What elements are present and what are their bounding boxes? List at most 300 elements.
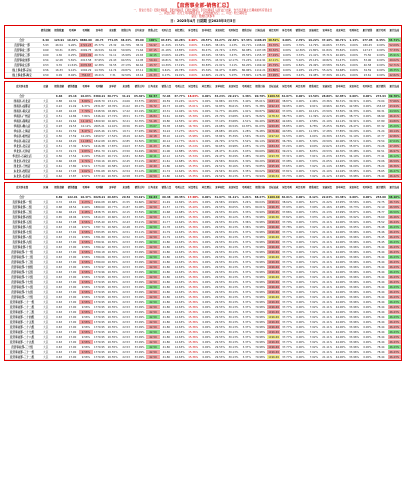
column-header[interactable]: 销售数量 [67,85,78,89]
column-header[interactable]: 同比毛利 [268,29,279,33]
table-cell: 33.07% [134,175,145,179]
table-cell: 41.68 [162,211,171,215]
table-cell: 0.00% [296,206,305,210]
table-cell: 25.34% [201,69,212,73]
column-header[interactable]: 直营事业部 [16,186,28,190]
table-cell: 34.10% [349,155,359,159]
table-cell: 1781.68 [93,170,105,174]
table-cell: 3.40% [242,100,251,104]
table-cell: 大区 [43,150,49,154]
table-cell: 1779.95 [93,346,105,350]
table-cell: 大区 [43,291,49,295]
table-cell: 1112.21 [254,69,266,73]
table-cell: 22.53 [122,321,130,325]
table-cell: 46.43% [389,321,400,325]
table-cell: 1201.51 [268,150,279,154]
table-cell: 78.45 [377,241,385,245]
table-cell: 14.86 [68,115,77,119]
column-header[interactable]: 毛利环比 [349,29,359,33]
table-cell: 42.59 [146,270,159,274]
table-cell: 9.58% [79,280,92,284]
table-cell: 0.00% [202,206,211,210]
table-cell: 29.53% [215,291,225,295]
table-cell: 34.27% [214,39,226,43]
table-cell: 9.58% [81,256,91,260]
table-cell: 1109.54 [267,95,280,99]
table-cell: 0.00% [363,326,372,330]
table-cell: 0.00% [376,54,385,58]
table-cell: 大区 [43,241,49,245]
table-cell: 12.63% [174,356,185,360]
table-cell: 4.18% [296,69,305,73]
column-header[interactable]: 目标达成 [255,29,265,33]
table-cell: 大区 [43,311,49,315]
table-cell: 7.92% [309,346,318,350]
table-cell: 30.13% [228,251,239,255]
table-cell: 33.96% [349,301,359,305]
column-header[interactable]: 来客环比 [349,85,359,89]
column-header[interactable]: 来客数 [109,29,117,33]
column-header[interactable]: 累计达成 [389,85,400,89]
column-header[interactable]: 销售占比 [148,29,158,33]
table-cell: 30.13% [228,266,239,270]
table-cell: 20.53% [322,150,333,154]
table-cell: 15.25% [322,125,333,129]
table-cell: 79.98% [255,351,266,355]
column-header[interactable]: 毛利占比 [174,186,185,190]
table-cell: 0.22 [56,105,62,109]
column-header[interactable]: 累计毛利 [376,29,386,33]
table-row[interactable] [5,174,401,179]
table-cell: 0.00% [363,336,372,340]
table-cell: 80.02% [255,170,266,174]
table-cell: 78.60 [377,216,385,220]
column-header[interactable]: 毛利率 [82,186,90,190]
column-header[interactable]: 同比毛利 [282,85,292,89]
table-header [5,26,401,38]
table-cell: 41.80 [162,316,171,320]
table-cell: 大区 [43,351,49,355]
table-cell: 21.12% [322,216,333,220]
table-cell: 0.63 [56,291,62,295]
table-cell: 30.16% [228,165,239,169]
table-cell: 17.52% [107,135,118,139]
table-cell: 60.64 [135,64,144,68]
table-cell: 0.00% [349,49,359,53]
table-cell: 14.07% [188,100,199,104]
table-cell: 41.80 [162,281,171,285]
column-header[interactable]: 销售日均 [121,29,131,33]
column-header[interactable]: 来客同比 [228,85,239,89]
table-cell: 43.53 [146,99,159,103]
table-cell: 33.96% [349,356,359,360]
column-header[interactable]: 毛利额 [95,85,103,89]
column-header[interactable]: 毛利环比 [362,85,373,89]
table-cell: 46.41% [389,115,400,119]
table-cell: 0.00% [363,351,372,355]
column-header[interactable]: 客单同比 [201,29,212,33]
table-cell: 84.14% [255,140,266,144]
table-cell: 15.36% [188,336,199,340]
table-cell: 10.69% [174,115,185,119]
column-header[interactable]: 销售日均 [134,186,145,190]
table-cell: 0.00% [363,291,372,295]
table-cell: 42.59 [146,235,159,239]
table-cell: 46.43% [389,346,400,350]
table-cell: 0.00% [202,321,211,325]
table-cell: 86.96% [241,69,252,73]
table-cell: 33.09% [134,306,145,310]
table-cell: 21.80% [308,49,319,53]
column-header[interactable]: 环比增长 [201,186,212,190]
table-cell: 78.24 [377,165,385,169]
table-cell: 0.00% [202,286,211,290]
table-cell: 44.00% [335,236,346,240]
table-cell: 42.11% [268,59,279,63]
table-cell: 12.63% [174,351,185,355]
table-cell: 46.43% [389,261,400,265]
table-cell: 44.00% [335,251,346,255]
table-cell: 40.58 [363,64,372,68]
column-header[interactable]: 目标达成 [268,85,279,89]
table-cell: 46.36% [389,165,400,169]
table-cell: 41.49 [162,201,171,205]
table-row[interactable] [5,355,401,360]
table-cell: 35.82% [335,49,346,53]
table-cell: 33.96% [349,296,359,300]
table-cell: 1779.95 [93,336,105,340]
table-cell: 0.00% [188,39,198,43]
table-cell: 49.73 [162,105,171,109]
column-header[interactable]: 环比增长 [188,29,198,33]
column-header[interactable]: 客单环比 [335,186,346,190]
table-cell: 大区 [43,160,49,164]
table-cell: 29.53% [215,226,225,230]
column-header[interactable]: 环比增长 [201,85,212,89]
table-cell: 80.01% [255,206,266,210]
table-cell: 78.45 [377,236,385,240]
table-cell: 15.98% [188,135,199,139]
table-cell: 17.90 [68,321,77,325]
column-header[interactable]: 同比增长 [188,186,198,190]
table-cell: 21.11% [322,236,333,240]
column-header[interactable]: 来客同比 [215,29,225,33]
table-cell: 0.00% [296,135,305,139]
column-header[interactable]: 毛利环比 [362,186,373,190]
table-cell: 44.80% [389,120,400,124]
column-header[interactable]: 销售金额 [54,85,64,89]
table-row[interactable] [5,73,401,78]
table-cell: 0.63 [56,281,62,285]
table-cell: 0.00% [363,241,372,245]
table-cell: 21.11% [322,331,333,335]
column-header[interactable]: 毛利率 [68,29,77,33]
table-cell: 0.00% [296,311,305,315]
table-cell: 30.13% [228,306,239,310]
table-cell: 4.35% [229,49,238,53]
column-header[interactable]: 来客数 [122,85,130,89]
table-cell: 大区 [43,276,49,280]
table-cell: 42.87 [146,159,159,163]
table-cell: 0.00% [296,236,305,240]
column-header[interactable]: 销售金额 [54,186,64,190]
column-header[interactable]: 客单价 [109,186,117,190]
table-cell: 16.28% [174,54,185,58]
table-cell: 46.43% [389,306,400,310]
table-cell: 1773.20 [93,165,105,169]
summary-table-s3 [4,182,402,361]
column-header[interactable]: 销售目标 [255,186,265,190]
table-cell: 19.96% [322,105,333,109]
table-cell: 1196.69 [268,306,279,310]
column-header[interactable]: 同比增长 [188,85,198,89]
table-cell: 22.53 [122,281,130,285]
table-cell: 47.04% [389,140,400,144]
column-header[interactable]: 店铺 [43,85,49,89]
column-header[interactable]: 累计销售 [376,186,386,190]
table-cell: 22.48 [122,226,130,230]
table-cell: 37.10% [215,120,225,124]
table-cell: 42.59 [146,240,159,244]
table-cell: 0.00% [349,196,359,200]
column-header[interactable]: 日均来客 [134,29,145,33]
table-cell: 3.37% [242,251,251,255]
table-cell: 30.13% [228,321,239,325]
column-header[interactable]: 累计销售 [376,85,386,89]
table-cell: 9.91% [309,105,318,109]
table-cell: 9.56% [79,220,92,224]
table-cell: 大区 [43,321,49,325]
table-cell: 29.53% [215,321,225,325]
column-header[interactable]: 来客环比 [335,29,346,33]
table-cell: 3.37% [242,326,251,330]
table-cell: 24.06 [122,100,130,104]
table-cell: 1262.22 [268,110,279,114]
column-header[interactable]: 销售同比 [295,29,306,33]
column-header[interactable]: 销售目标 [242,29,252,33]
column-header[interactable]: 日均来客 [148,186,158,190]
table-cell: 7.92% [309,306,318,310]
column-header[interactable]: 毛利同比 [242,186,252,190]
table-cell: 22.33 [122,216,130,220]
table-cell: 22.53 [122,266,130,270]
column-header[interactable]: 客单环比 [335,85,346,89]
table-cell: 0.50 [56,135,62,139]
column-header[interactable]: 同比毛利 [282,186,292,190]
table-cell: 0.00% [363,226,372,230]
column-header[interactable]: 客单同比 [215,85,225,89]
column-header[interactable]: 销售占比 [161,186,172,190]
table-cell: 7.92% [309,286,318,290]
table-cell: 3.37% [242,301,251,305]
column-header[interactable]: 销售金额 [40,29,51,33]
table-cell: 34.30 [146,68,159,72]
column-header[interactable] [5,26,39,37]
table-cell: 29.54% [215,170,225,174]
table-cell: 9.74% [79,159,92,163]
table-cell: 21.18% [161,49,172,53]
column-header[interactable]: 累计销售 [362,29,373,33]
column-header[interactable]: 销售目标 [255,85,265,89]
table-cell: 22.58 [122,175,130,179]
table-cell: 20.52% [107,170,118,174]
table-cell: 21.11% [322,226,333,230]
column-header[interactable]: 日均来客 [148,85,158,89]
table-cell: 30.13% [228,331,239,335]
column-header[interactable]: 客单价 [95,29,103,33]
table-cell: 70.26 [377,145,385,149]
table-cell: 17.90 [68,286,77,290]
row-label: 直营事业部-二十三组 [9,311,35,315]
table-cell: 40.71% [335,39,347,43]
table-cell: 大区 [43,331,49,335]
table-cell: 30.29% [228,155,239,159]
table-cell: 20.68% [107,201,118,205]
table-cell: 32.91% [349,120,359,124]
table-cell: 21.11% [322,241,333,245]
table-cell: 21.11% [322,351,333,355]
column-header[interactable]: 来客数 [122,186,130,190]
table-cell: 41.79 [162,231,171,235]
table-cell: 12.63% [174,281,185,285]
table-cell: 37.77% [282,351,292,355]
table-cell: 79.98% [255,276,266,280]
table-cell: 41.80 [162,246,171,250]
table-cell: 46.50% [389,211,400,215]
column-header[interactable]: 销售占比 [161,85,172,89]
column-header[interactable]: 累计达成 [389,29,400,33]
table-cell: 20.55% [107,175,118,179]
table-cell: 27.07% [228,140,239,144]
column-header[interactable]: 毛利率 [82,85,90,89]
column-header[interactable]: 环比毛利 [295,186,306,190]
row-label: 合计 [19,95,25,99]
column-header[interactable]: 毛利额 [82,29,90,33]
column-header[interactable]: 来客同比 [228,186,239,190]
table-cell: 1196.69 [268,296,279,300]
table-cell: 79.98% [255,266,266,270]
column-header[interactable]: 毛利同比 [242,85,252,89]
table-cell: 41.86 [162,165,171,169]
table-cell: 大区 [43,170,49,174]
table-cell: 46.12% [389,155,400,159]
table-cell: 20.71% [94,54,105,58]
table-cell: 15.36% [188,306,199,310]
table-cell: 0.00% [202,331,211,335]
table-cell: 41.77 [162,221,171,225]
table-cell: 33.09% [134,341,145,345]
column-header[interactable]: 毛利额 [95,186,103,190]
table-cell: 0.00% [349,59,359,63]
column-header[interactable]: 直营事业部 [16,85,28,89]
column-header[interactable]: 毛利占比 [174,85,185,89]
column-header[interactable]: 环比毛利 [295,85,306,89]
table-cell: 37.93% [282,206,292,210]
column-header[interactable]: 累计达成 [389,186,400,190]
table-cell: 0.56 [56,155,62,159]
column-header[interactable]: 客单环比 [322,29,333,33]
table-cell: 0.00% [202,301,211,305]
column-header[interactable]: 毛利占比 [161,29,172,33]
table-cell: 大区 [43,201,49,205]
table-cell: 7.92% [309,351,318,355]
table-cell: 0.00% [363,211,372,215]
table-cell: 16.03 [68,110,77,114]
table-cell: 7.92% [309,175,318,179]
row-label: 西南区-成都店 [13,105,31,109]
column-header[interactable]: 销售数量 [67,186,78,190]
column-header[interactable]: 毛利同比 [228,29,239,33]
column-header[interactable]: 销售同比 [309,85,319,89]
table-cell: 17.87% [107,145,118,149]
table-cell: 9.58% [81,306,91,310]
table-cell: 77.41 [377,155,385,159]
table-cell: 0.56 [42,69,49,73]
column-header[interactable]: 客流同比 [309,29,319,33]
column-header[interactable]: 区域 [43,186,49,190]
table-cell: 15.36% [188,271,199,275]
table-cell: 17.90 [68,281,77,285]
table-cell: 15.36% [188,231,199,235]
table-cell: 46.43% [389,316,400,320]
table-cell: 30.37% [174,59,185,63]
column-header[interactable]: 同比增长 [174,29,185,33]
table-cell: 37.77% [282,301,292,305]
column-header[interactable]: 环比毛利 [282,29,292,33]
table-cell: 20.55% [107,266,118,270]
table-cell: 44.56% [389,110,400,114]
row-label: 直营事业部-十组 [12,246,32,250]
column-header[interactable]: 客流同比 [322,186,333,190]
column-header[interactable]: 客流同比 [322,85,333,89]
table-cell: 78.44 [377,346,385,350]
table-cell: 0.00% [363,105,372,109]
column-header[interactable]: 来客环比 [349,186,359,190]
table-cell: 82.51 [377,150,385,154]
table-cell: 7.93% [309,160,318,164]
table-cell: 0.61 [56,165,62,169]
table-cell: 23.32 [109,44,117,48]
table-cell: 9.58% [79,320,92,324]
row-label: 合计 [19,196,25,200]
table-cell: 1787.74 [93,226,105,230]
table-cell: 22.65 [135,54,144,58]
table-cell: 17.92 [68,231,77,235]
table-cell: 1176.66 [268,130,279,134]
table-cell: 31.73% [134,115,145,119]
column-header[interactable]: 销售数量 [54,29,64,33]
table-cell: 12.63% [174,346,185,350]
table-cell: 17.90 [68,256,77,260]
table-cell: 30.13% [228,296,239,300]
table-cell: 15.36% [188,351,199,355]
table-cell: 29.53% [215,351,225,355]
table-cell: 0.00% [296,291,305,295]
table-cell: 0.54 [42,59,49,63]
table-cell: 10.12% [80,125,91,129]
table-cell: 1196.69 [268,326,279,330]
table-cell: 72.04 [162,95,171,99]
table-cell: 42.58 [146,210,159,214]
table-cell: 29.53% [215,221,225,225]
table-cell: 15.36% [188,221,199,225]
column-header[interactable]: 客单同比 [215,186,225,190]
column-header[interactable]: 销售同比 [309,186,319,190]
table-cell: 22.54 [122,170,130,174]
column-header[interactable]: 目标达成 [268,186,279,190]
column-header[interactable]: 销售日均 [134,85,145,89]
column-header[interactable]: 客单价 [109,85,117,89]
